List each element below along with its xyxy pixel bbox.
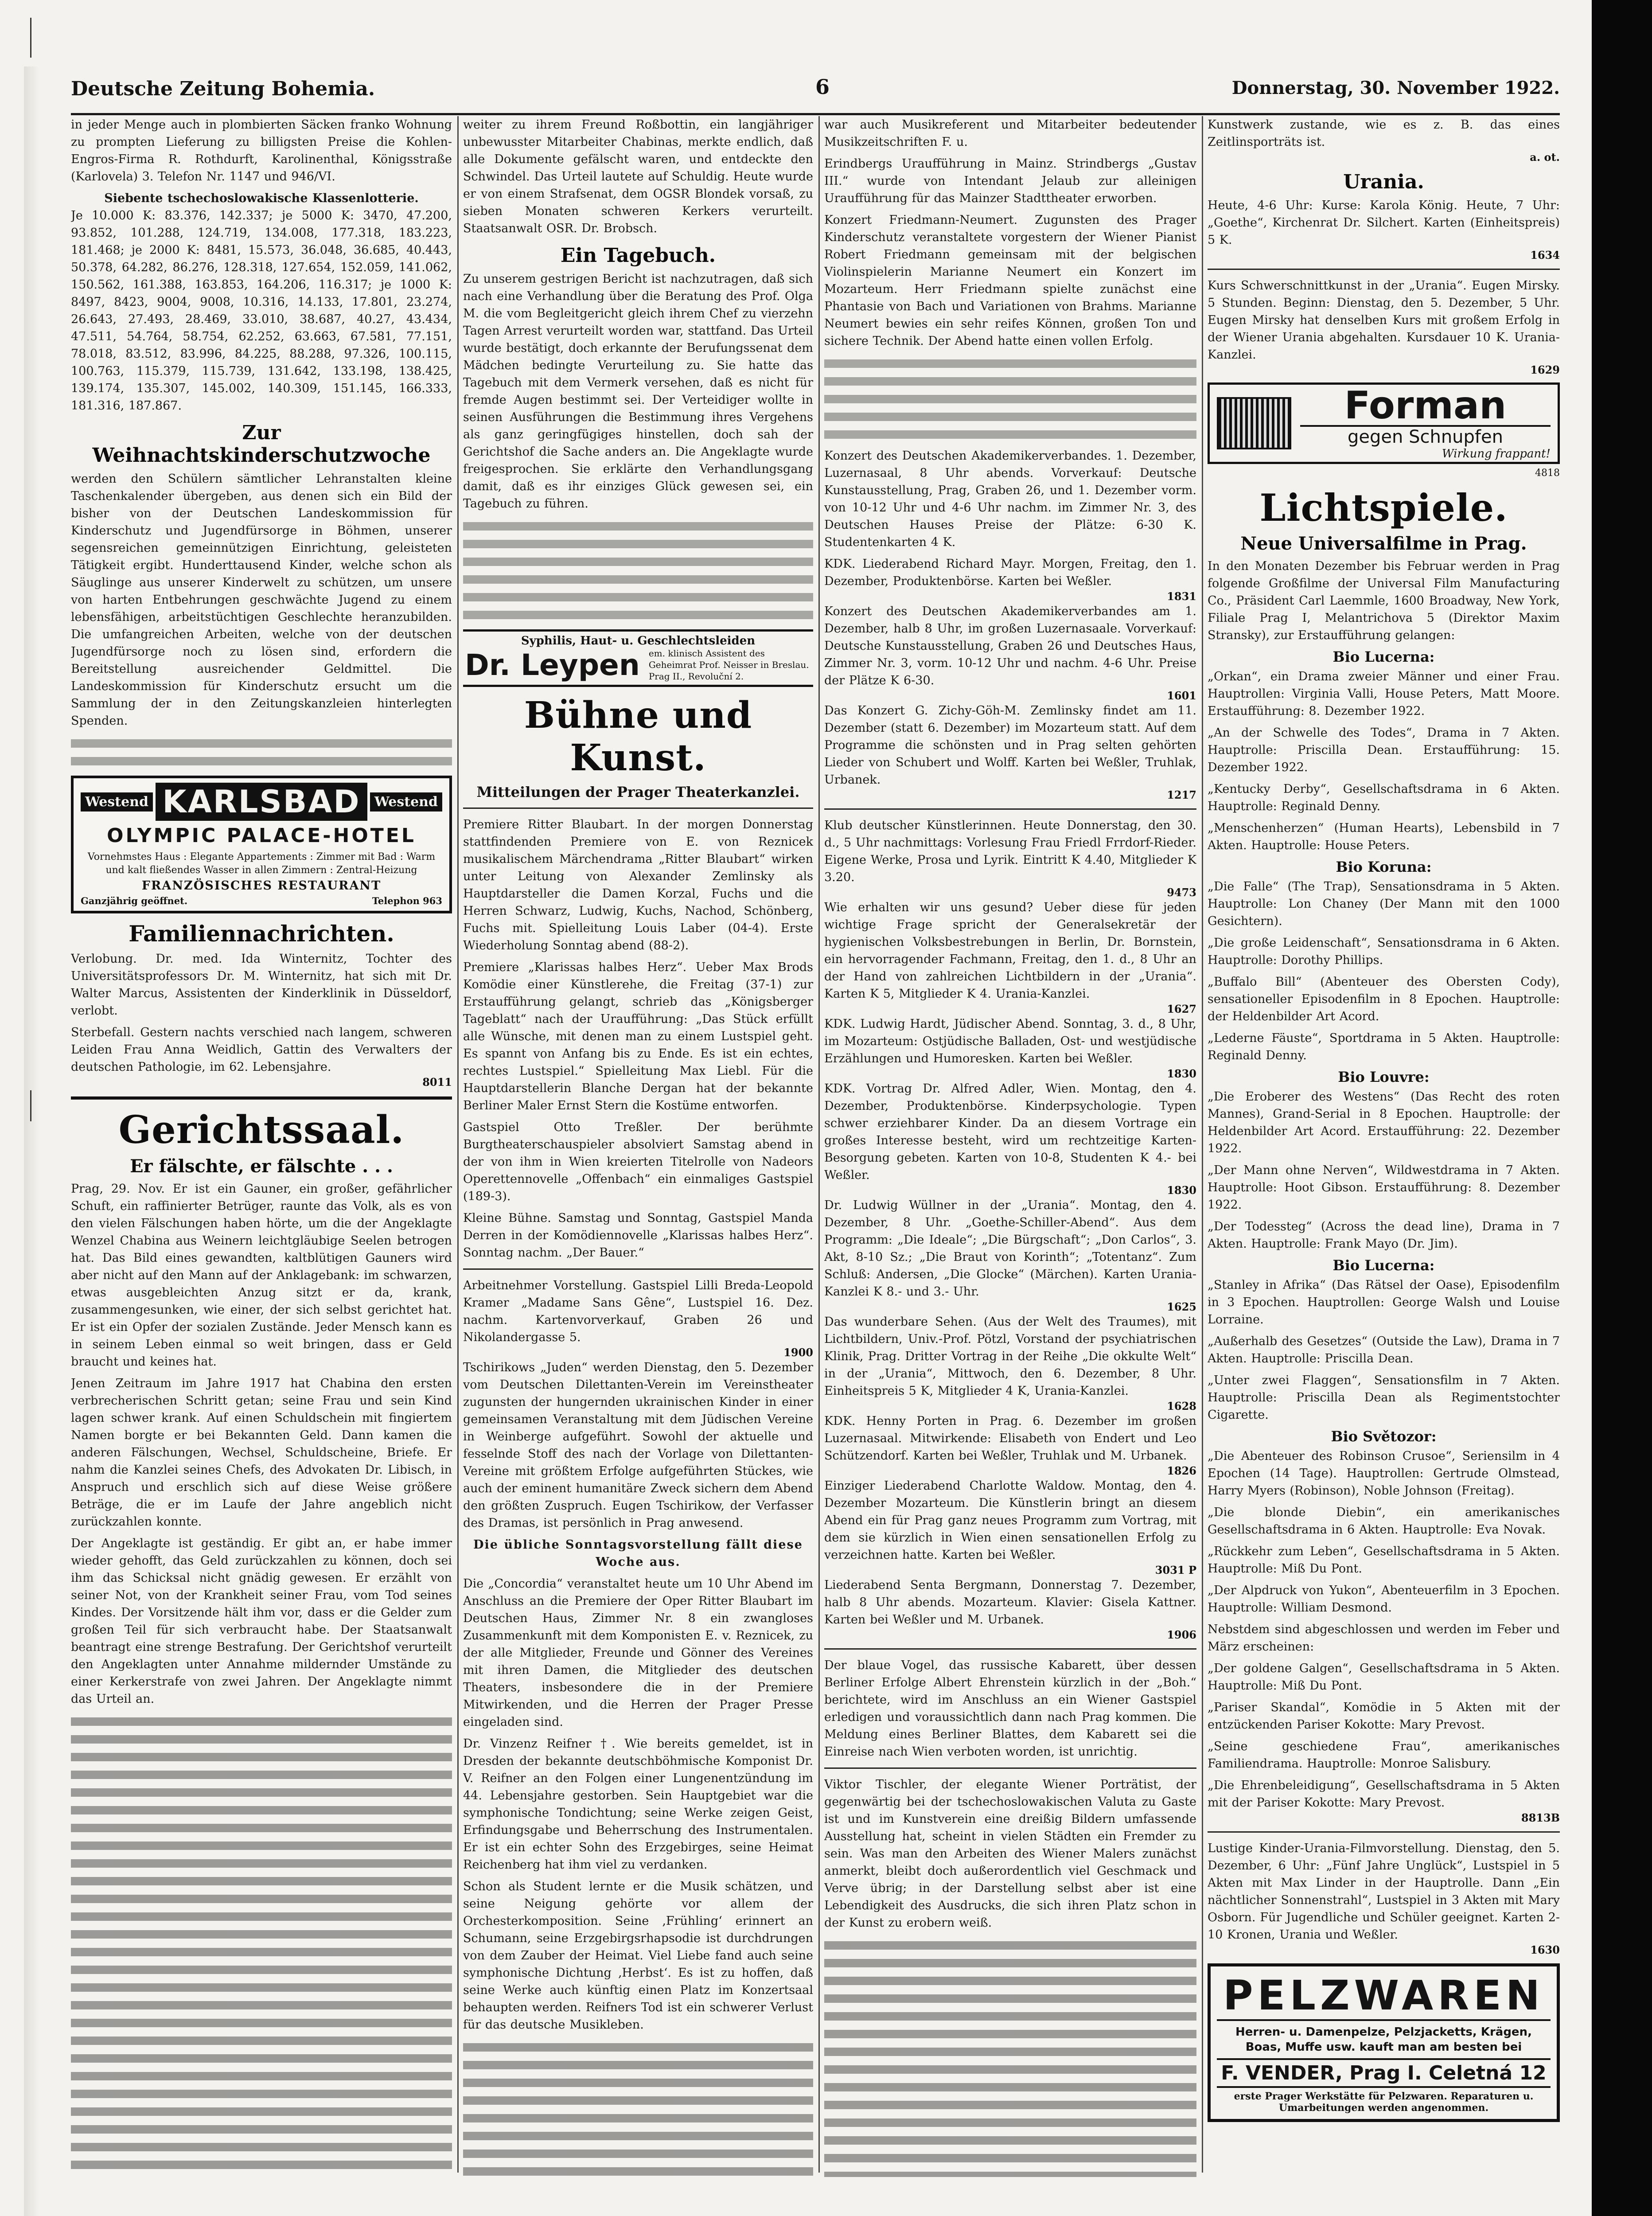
ad-description: em. klinisch Assistent des Geheimrat Prof. Neisser in Breslau. Prag II., Revoluční 2.	[648, 648, 809, 682]
film-listing: „Menschenherzen“ (Human Hearts), Lebensbild in 7 Akten. Hauptrolle: House Peters.	[1208, 821, 1560, 852]
ad-forman	[1208, 382, 1560, 464]
cinema-name: Bio Světozor:	[1331, 1428, 1437, 1445]
film-listing: „Der Mann ohne Nerven“, Wildwestdrama in 7 Akten. Hauptrolle: Hoot Gibson. Erstaufführung: 8. Dezember 1922.	[1208, 1163, 1560, 1212]
illegible-text	[71, 734, 452, 769]
section-heading: Ein Tagebuch.	[560, 244, 716, 267]
ad-tag: Westend	[81, 792, 153, 811]
ad-code: 1627	[1167, 1003, 1196, 1015]
article-text: Die „Concordia“ veranstaltet heute um 10 Uhr Abend im Anschluss an die Premiere der Oper Ritter Blaubart im Deutschen Haus, Zimmer Nr. 8 ein zwangloses Zusammenkunft mit dem Komponisten E. v. Reznicek, zu der alle Mitglieder, Freunde und Gönner des Vereines mit ihren Damen, die Mitglieder des deutschen Theaters, insbesondere die in der Premiere Mitwirkenden, und die Herren der Prager Presse eingeladen sind.	[463, 1577, 813, 1729]
illegible-text	[824, 1936, 1196, 2177]
ad-code: a. ot.	[1530, 151, 1560, 164]
illegible-text	[463, 517, 813, 623]
article-text: Konzert des Deutschen Akademikerverbandes. 1. Dezember, Luzernasaal, 8 Uhr abends. Vorverkauf: Deutsche Kunstausstellung, Prag, Graben 26, und 1. Dezember vorm. von 10-12 Uhr und 4-6 Uhr nachm. im Zimmer Nr. 3, des Deutschen Hauses Preise der Plätze: 6-30 K. Studentenkarten 4 K.	[824, 449, 1196, 549]
ad-code: 1831	[1167, 590, 1196, 603]
article-text: Konzert Friedmann-Neumert. Zugunsten des Prager Kinderschutz veranstaltete vorgestern der Wiener Pianist Robert Friedmann gemeinsam mit der belgischen Violinspielerin Marianne Neumert ein Konzert im Mozarteum. Herr Friedmann spielte zunächst eine Phantasie von Bach und Variationen von Brahms. Marianne Neumert bewies ein sehr reifes Können, großen Ton und sichere Technik. Der Abend hatte einen vollen Erfolg.	[824, 213, 1196, 348]
article-text: Kleine Bühne. Samstag und Sonntag, Gastspiel Manda Derren in der Komödiennovelle „Klarissas halbes Herz“. Sonntag nachm. „Der Bauer.“	[463, 1211, 813, 1260]
illegible-text	[824, 354, 1196, 443]
article-text: KDK. Ludwig Hardt, Jüdischer Abend. Sonntag, 3. d., 8 Uhr, im Mozarteum: Ostjüdische Balladen, Ost- und westjüdische Erzählungen und Humoresken. Karten bei Weßler.	[824, 1017, 1196, 1065]
cinema-name: Bio Lucerna:	[1333, 648, 1435, 665]
article-text: Liederabend Senta Bergmann, Donnerstag 7. Dezember, halb 8 Uhr abends. Mozarteum. Klavier: Gisela Kattner. Karten bei Weßler und M. Urbanek.	[824, 1578, 1196, 1627]
ad-code: 1830	[1167, 1184, 1196, 1197]
article-text: KDK. Liederabend Richard Mayr. Morgen, Freitag, den 1. Dezember, Produktenbörse. Karten bei Weßler.	[824, 557, 1196, 588]
film-listing: „An der Schwelle des Todes“, Drama in 7 Akten. Hauptrolle: Priscilla Dean. Erstaufführung: 15. Dezember 1922.	[1208, 726, 1560, 774]
illegible-text	[71, 1712, 452, 2177]
ad-pelzwaren	[1208, 1963, 1560, 2122]
lottery-numbers: Je 10.000 K: 83.376, 142.337; je 5000 K: 3470, 47.200, 93.852, 101.288, 124.719, 134.008, 177.318, 183.223, 181.468; je 2000 K: 8481, 15.573, 36.048, 36.685, 40.443, 50.378, 64.282, 86.276, 128.318, 127.654, 152.059, 141.062, 150.562, 161.388, 163.853, 164.206, 116.317; je 1000 K: 8497, 8423, 9004, 9008, 10.316, 14.133, 17.801, 23.274, 26.643, 27.493, 28.469, 33.010, 38.687, 40.27, 43.434, 47.511, 54.764, 58.754, 62.252, 63.663, 67.581, 77.151, 78.018, 83.512, 83.996, 84.225, 88.288, 97.326, 100.115, 100.763, 115.379, 115.739, 131.642, 133.198, 138.425, 139.174, 135.307, 145.002, 140.309, 151.145, 166.333, 181.316, 187.867.	[71, 209, 452, 413]
ad-code: 1900	[783, 1346, 813, 1359]
article-text: Der Angeklagte ist geständig. Er gibt an, er habe immer wieder gehofft, das Geld zurückzahlen zu können, doch sei ihm das Schicksal nicht gnädig gewesen. Er erzählt von seiner Not, von der Krankheit seiner Frau, vom Tod seines Kindes. Der Vorsitzende hält ihm vor, dass er die Gelder zum großen Teil für sich verbraucht habe. Der Staatsanwalt beantragt eine strenge Bestrafung. Der Gerichtshof verurteilt den Angeklagten unter Annahme mildernder Umstände zu einer Kerkerstrafe von zwei Jahren. Der Angeklagte nimmt das Urteil an.	[71, 1537, 452, 1706]
section-subheading: Mitteilungen der Prager Theaterkanzlei.	[476, 784, 800, 800]
ad-restaurant: FRANZÖSISCHES RESTAURANT	[141, 879, 382, 893]
film-listing: „Die Falle“ (The Trap), Sensationsdrama in 5 Akten. Hauptrolle: Lon Chaney (Der Mann mit den 1000 Gesichtern).	[1208, 880, 1560, 928]
cinema-name: Bio Koruna:	[1336, 858, 1432, 875]
film-listing: „Orkan“, ein Drama zweier Männer und einer Frau. Hauptrollen: Virginia Valli, House Peters, Matt Moore. Erstaufführung: 8. Dezember 1922.	[1208, 670, 1560, 718]
ad-code: 1601	[1167, 689, 1196, 702]
section-rule	[824, 1767, 1196, 1769]
article-text: Dr. Vinzenz Reifner †. Wie bereits gemeldet, ist in Dresden der bekannte deutschböhmische Komponist Dr. V. Reifner an den Folgen einer Lungenentzündung im 44. Lebensjahre gestorben. Sein Hauptgebiet war die symphonische Tondichtung; seine Werke zeigen Geist, Erfindungsgabe und Beherrschung des Instrumentalen. Er ist ein echter Sohn des Erzgebirges, seine Heimat Reichenberg hat ihm viel zu verdanken.	[463, 1737, 813, 1872]
film-listing: „Kentucky Derby“, Gesellschaftsdrama in 6 Akten. Hauptrolle: Reginald Denny.	[1208, 782, 1560, 813]
ad-code: 8011	[422, 1076, 452, 1088]
lottery-title: Siebente tschechoslowakische Klassenlotterie.	[104, 191, 419, 205]
paper-name: Deutsche Zeitung Bohemia.	[71, 78, 375, 100]
ad-description: Vornehmstes Haus : Elegante Appartements : Zimmer mit Bad : Warm und kalt fließendes Wasser in allen Zimmern : Zentral-Heizung	[87, 851, 436, 876]
film-listing: „Lederne Fäuste“, Sportdrama in 5 Akten. Hauptrolle: Reginald Denny.	[1208, 1031, 1560, 1062]
issue-date: Donnerstag, 30. November 1922.	[1231, 78, 1560, 98]
article-text: Tschirikows „Juden“ werden Dienstag, den 5. Dezember vom Deutschen Dilettanten-Verein im Vereinstheater zugunsten der hungernden ukrainischen Kinder in einer gemeinsamen Veranstaltung mit dem Jüdischen Vereine in Weinberge aufgeführt. Sowohl der aktuelle und fesselnde Stoff des nach der Vorlage von Dilettanten-Vereine mit größtem Erfolge aufgeführten Stückes, wie auch der eminent humanitäre Zweck sichern dem Abend den größten Zuspruch. Eugen Tschirikow, der Verfasser des Dramas, ist persönlich in Prag anwesend.	[463, 1361, 813, 1530]
article-text: werden den Schülern sämtlicher Lehranstalten kleine Taschenkalender übergeben, aus denen sich ein Bild der bisher von der Deutschen Landeskommission für Kinderschutz und Jugendfürsorge in Böhmen, unserer segensreichen gemeinnützigen Einrichtung, geleisteten Tätigkeit ergibt. Hunderttausend Kinder, welche schon als Säuglinge aus unserer Kinderwelt zu schützen, um unsere von harten Entbehrungen geschwächte Jugend zu einem lebensfähigen, arbeitstüchtigen Geschlechte heranzubilden. Die umfangreichen Arbeiten, welche von der deutschen Jugendfürsorge noch zu lösen sind, erfordern die Bereitstellung ausreichender Geldmittel. Die Landeskommission für Kinderschutz ersucht um die Sammlung der in den Zeitungskanzleien hinterlegten Spenden.	[71, 472, 452, 728]
article-text: In den Monaten Dezember bis Februar werden in Prag folgende Großfilme der Universal Film Manufacturing Co., Präsident Carl Laemmle, 1600 Broadway, New York, Filiale Prag I, Melantrichova 5 (Direktor Maxim Stransky), zur Erstaufführung gelangen:	[1208, 559, 1560, 642]
article-text: Einziger Liederabend Charlotte Waldow. Montag, den 4. Dezember Mozarteum. Die Künstlerin bringt an diesem Abend ein für Prag ganz neues Programm zum Vortrag, mit dem sie kürzlich in Wien einen sensationellen Erfolg zu verzeichnen hatte. Karten bei Weßler.	[824, 1479, 1196, 1562]
film-listing: „Der goldene Galgen“, Gesellschaftsdrama in 5 Akten. Hauptrolle: Miß Du Pont.	[1208, 1662, 1560, 1693]
section-rule	[1208, 1831, 1560, 1833]
scan-mark	[30, 1090, 31, 1121]
ad-code: 8813B	[1521, 1811, 1560, 1824]
article-text: Schon als Student lernte er die Musik schätzen, und seine Neigung gehörte vor allem der Orchesterkomposition. Seine ‚Frühling‘ erinnert an Schumann, seine Erzgebirgsrhapsodie ist durchdrungen von dem Zauber der Heimat. Viel Liebe fand auch seine symphonische Dichtung ‚Herbst‘. Es ist zu hoffen, daß seine Werke auch künftig einen Platz im Konzertsaal behaupten werden. Reifners Tod ist ein schwerer Verlust für das deutsche Musikleben.	[463, 1880, 813, 2032]
article-text: Die übliche Sonntagsvorstellung fällt diese Woche aus.	[473, 1538, 803, 1569]
scan-margin	[24, 66, 39, 2216]
scan-mark	[30, 18, 31, 58]
ad-karlsbad	[71, 776, 452, 913]
article-text: war auch Musikreferent und Mitarbeiter bedeutender Musikzeitschriften F. u.	[824, 118, 1196, 149]
ad-leypen	[463, 629, 813, 687]
ad-subtitle: gegen Schnupfen	[1348, 427, 1503, 447]
ad-brand: PELZWAREN	[1217, 1972, 1551, 2021]
article-text: Gastspiel Otto Treßler. Der berühmte Burgtheaterschauspieler absolviert Samstag abend in der von ihm in Wien kreierten Titelrolle von Nadeors Operettennovelle „Offenbach“ ein einmaliges Gastspiel (189-3).	[463, 1120, 813, 1203]
article-text: Kurs Schwerschnittkunst in der „Urania“. Eugen Mirsky. 5 Stunden. Beginn: Dienstag, den 5. Dezember, 5 Uhr. Eugen Mirsky hat denselben Kurs mit großem Erfolg in der Wiener Urania abgehalten. Kursdauer 10 K. Urania-Kanzlei.	[1208, 279, 1560, 362]
article-text: Prag, 29. Nov. Er ist ein Gauner, ein großer, gefährlicher Schuft, ein raffinierter Betrüger, raunte das Volk, als es von den vielen Fälschungen haben hörte, um die der Angeklagte Wenzel Chabina aus Weinern leichtgläubige Seelen betrogen hat. Das Bild eines gewandten, kaltblütigen Gauners wird aber nicht auf den Mann auf der Anklagebank: im schwarzen, etwas ausgebleichten Anzug sitzt er da, krank, zusammengesunken, wie einer, der sich selbst gerichtet hat. Er ist ein Opfer der sozialen Zustände. Jeder Mensch kann es in seinem Leben einmal so weit bringen, dass er Geld braucht und keines hat.	[71, 1182, 452, 1369]
ad-brand: Forman	[1300, 386, 1551, 427]
scan-dark-edge	[1592, 0, 1652, 2216]
ad-code: 1634	[1530, 249, 1560, 261]
column-rule	[1202, 116, 1203, 2173]
column-rule	[457, 116, 459, 2173]
section-heading: Urania.	[1343, 171, 1424, 193]
film-listing: „Der Todessteg“ (Across the dead line), Drama in 7 Akten. Hauptrolle: Frank Mayo (Dr. Jim).	[1208, 1220, 1560, 1251]
ad-hotel-name: OLYMPIC PALACE-HOTEL	[107, 824, 416, 847]
column-1	[71, 116, 452, 2177]
ad-code: 9473	[1167, 886, 1196, 899]
ad-topline: Syphilis, Haut- u. Geschlechtsleiden	[521, 634, 756, 648]
ad-code: 3031 P	[1155, 1564, 1196, 1576]
column-rule	[818, 116, 820, 2173]
section-rule	[71, 1096, 452, 1100]
film-listing: „Die große Leidenschaft“, Sensationsdrama in 6 Akten. Hauptrolle: Dorothy Phillips.	[1208, 936, 1560, 967]
article-text: Das Konzert G. Zichy-Göh-M. Zemlinsky findet am 11. Dezember (statt 6. Dezember) im Mozarteum statt. Auf dem Programme die schönsten und in Prag selten gehörten Lieder von Schubert und Wolff. Karten bei Weßler, Truhlak, Urbanek.	[824, 704, 1196, 787]
ad-code: 1629	[1530, 363, 1560, 376]
article-text: Der blaue Vogel, das russische Kabarett, über dessen Berliner Erfolge Albert Ehrenstein kürzlich in der „Boh.“ berichtete, wird im Anschluss an ein Wiener Gastspiel erledigen und voraussichtlich dann nach Prag kommen. Die Meldung eines Berliner Blattes, dem Kabarett sei die Einreise nach Wien verboten worden, ist unrichtig.	[824, 1658, 1196, 1759]
film-listing: „Pariser Skandal“, Komödie in 5 Akten mit der entzückenden Pariser Kokotte: Mary Prevost.	[1208, 1701, 1560, 1732]
cinema-name: Bio Louvre:	[1338, 1069, 1430, 1085]
section-heading: Familiennachrichten.	[129, 921, 394, 947]
header-rule	[71, 113, 1560, 115]
ad-code: 1826	[1167, 1464, 1196, 1477]
film-listing: „Seine geschiedene Frau“, amerikanisches Familiendrama. Hauptrolle: Monroe Salisbury.	[1208, 1740, 1560, 1771]
article-text: Verlobung. Dr. med. Ida Winternitz, Tochter des Universitätsprofessors Dr. M. Winternitz, hat sich mit Dr. Walter Marcus, Assistenten der Kinderklinik in Düsseldorf, verlobt.	[71, 952, 452, 1018]
article-text: KDK. Vortrag Dr. Alfred Adler, Wien. Montag, den 4. Dezember, Produktenbörse. Kinderpsychologie. Typen schwer erziehbarer Kinder. Da an diesem Vortrage ein großes Interesse besteht, wird um rechtzeitige Karten-Besorgung gebeten. Karten von 10-8, Studenten K 4.- bei Weßler.	[824, 1082, 1196, 1182]
ad-code: 1906	[1167, 1628, 1196, 1641]
page-header	[71, 75, 1560, 111]
film-listing: „Die Abenteuer des Robinson Crusoe“, Seriensilm in 4 Epochen (14 Tage). Hauptrollen: Gertrude Olmstead, Harry Myers (Robinson), Noble Johnson (Freitag).	[1208, 1449, 1560, 1498]
ad-code: 1625	[1167, 1300, 1196, 1313]
article-text: Arbeitnehmer Vorstellung. Gastspiel Lilli Breda-Leopold Kramer „Madame Sans Gêne“, Lustspiel 16. Dez. nachm. Kartenvorverkauf, Graben 26 und Nikolandergasse 5.	[463, 1279, 813, 1344]
article-text: Premiere „Klarissas halbes Herz“. Ueber Max Brods Komödie einer Künstlerehe, die Freitag (37-1) zur Erstaufführung gelangt, schrieb das „Königsberger Tageblatt“ nach der Uraufführung: „Das Stück erfüllt alle Wünsche, mit denen man zu einem Lustspiel geht. Es spannt von Anfang bis zu Ende. Es ist ein echtes, rechtes Lustspiel.“ Spielleitung Max Liebl. Für die Hauptdarstellerin Blanche Dergan hat der bekannte Berliner Maler Ernst Stern die Kostüme entworfen.	[463, 960, 813, 1112]
ad-slogan: Wirkung frappant!	[1442, 447, 1551, 460]
film-listing: „Unter zwei Flaggen“, Sensationsfilm in 7 Akten. Hauptrolle: Priscilla Dean als Regimentstochter Cigarette.	[1208, 1373, 1560, 1422]
section-rule	[824, 1648, 1196, 1650]
illegible-text	[463, 2038, 813, 2177]
section-heading: Gerichtssaal.	[118, 1108, 405, 1152]
film-listing: „Der Alpdruck von Yukon“, Abenteuerfilm in 3 Epochen. Hauptrolle: William Desmond.	[1208, 1584, 1560, 1615]
ad-tag: Westend	[370, 792, 442, 811]
coal-notice: in jeder Menge auch in plombierten Säcken franko Wohnung zu prompten Lieferung zu billigsten Preise die Kohlen-Engros-Firma R. Rothdurft, Karolinenthal, Königsstraße (Karlovela) 3. Telefon Nr. 1147 und 946/VI.	[71, 118, 452, 183]
ad-brand: Dr. Leypen	[465, 648, 640, 682]
film-listing: „Die blonde Diebin“, ein amerikanisches Gesellschaftsdrama in 6 Akten. Hauptrolle: Eva Novak.	[1208, 1506, 1560, 1537]
article-text: KDK. Henny Porten in Prag. 6. Dezember im großen Luzernasaal. Mitwirkende: Elisabeth von Endert und Leo Schützendorf. Karten bei Weßler, Truhlak und M. Urbanek.	[824, 1414, 1196, 1463]
section-rule	[824, 808, 1196, 810]
section-rule	[463, 808, 813, 809]
article-text: weiter zu ihrem Freund Roßbottin, ein langjähriger unbewusster Mitarbeiter Chabinas, merkte endlich, daß alle Dokumente gefälscht waren, und entdeckte den Schwindel. Das Urteil lautete auf Schuldig. Heute wurde er von einem Strafsenat, dem OGSR Blondek vorsaß, zu sieben Monaten schweren Kerkers verurteilt. Staatsanwalt OSR. Dr. Brobsch.	[463, 118, 813, 235]
column-3	[824, 116, 1196, 2177]
section-rule	[1208, 269, 1560, 270]
article-text: Heute, 4-6 Uhr: Kurse: Karola König. Heute, 7 Uhr: „Goethe“, Kirchenrat Dr. Silchert. Karten (Einheitspreis) 5 K.	[1208, 199, 1560, 247]
article-text: Das wunderbare Sehen. (Aus der Welt des Traumes), mit Lichtbildern, Univ.-Prof. Pötzl, Vorstand der psychiatrischen Klinik, Prag. Dritter Vortrag in der Reihe „Die okkulte Welt“ in der „Urania“, Mittwoch, den 6. Dezember, 8 Uhr. Einheitspreis 5 K, Mitglieder 4 K, Urania-Kanzlei.	[824, 1315, 1196, 1398]
film-listing: „Außerhalb des Gesetzes“ (Outside the Law), Drama in 7 Akten. Hauptrolle: Priscilla Dean.	[1208, 1334, 1560, 1365]
article-text: Viktor Tischler, der elegante Wiener Porträtist, der gegenwärtig bei der tschechoslowakischen Valuta zu Gaste ist und im Kunstverein eine dreißig Bildern umfassende Ausstellung hat, scheint in vielen Städten ein Fremder zu sein. Was man den Arbeiten des Wiener Malers zunächst anmerkt, bleibt doch außerordentlich viel Geschmack und Verve übrig; in der Darstellung selbst aber ist eine Lebendigkeit des Ausdrucks, die sich ihren Platz schon in der Kunst zu erobern weiß.	[824, 1778, 1196, 1930]
ad-code: 1630	[1530, 1943, 1560, 1956]
section-rule	[463, 1268, 813, 1270]
column-2	[463, 116, 813, 2177]
ad-code: 1830	[1167, 1067, 1196, 1080]
ad-address: F. VENDER, Prag I. Celetná 12	[1217, 2058, 1551, 2088]
article-text: Premiere Ritter Blaubart. In der morgen Donnerstag stattfindenden Premiere von E. von Reznicek musikalischem Märchendrama „Ritter Blaubart“ wirken unter Leitung von Alexander Zemlinsky als Hauptdarsteller die Damen Korzal, Fuchs und die Herren Schwarz, Ludwig, Kuchs, Nachod, Schönberg, Fuchs mit. Spielleitung Louis Laber (04-4). Erste Wiederholung Sonntag abend (88-2).	[463, 818, 813, 952]
film-listing: „Stanley in Afrika“ (Das Rätsel der Oase), Episodenfilm in 3 Epochen. Hauptrollen: George Walsh und Louise Lorraine.	[1208, 1278, 1560, 1326]
article-headline: Er fälschte, er fälschte . . .	[130, 1156, 393, 1177]
film-listing: „Die Eroberer des Westens“ (Das Recht des roten Mannes), Grand-Serial in 8 Epochen. Hauptrolle: der Heldenbilder Art Acord. Erstaufführung: 22. Dezember 1922.	[1208, 1090, 1560, 1155]
article-text: Zu unserem gestrigen Bericht ist nachzutragen, daß sich nach eine Verhandlung über die Beratung des Prof. Olga M. die vom Begleitgericht gleich ihrem Chef zu vierzehn Tagen Arrest verurteilt worden war, stattfand. Das Urteil wurde bestätigt, doch erkannte der Berufungssenat dem Mädchen bedingte Verurteilung zu. Sie hatte das Tagebuch mit dem Vermerk versehen, daß es nicht für fremde Augen bestimmt sei. Der Verteidiger wollte in seinen Ausführungen die Bestimmung ihres Vergehens als ganz geringfügiges hinstellen, doch sah der Gerichtshof die Sache anders an. Die Angeklagte wurde freigesprochen. Sie erklärte den Verhandlungsgang damit, daß es ihr einziges Glück gewesen sei, ein Tagebuch zu führen.	[463, 272, 813, 511]
ad-code: 1217	[1167, 788, 1196, 801]
article-text: Konzert des Deutschen Akademikerverbandes am 1. Dezember, halb 8 Uhr, im großen Luzernasaale. Vorverkauf: Deutsche Kunstausstellung, Graben 26 und Deutsches Haus, Zimmer Nr. 3, vorm. 10-12 Uhr und nachm. 4-6 Uhr. Preise der Plätze K 6-30.	[824, 605, 1196, 687]
article-text: Nebstdem sind abgeschlossen und werden im Feber und März erscheinen:	[1208, 1623, 1560, 1654]
ad-footer: erste Prager Werkstätte für Pelzwaren. Reparaturen u. Umarbeitungen werden angenommen.	[1234, 2091, 1534, 2114]
article-text: Sterbefall. Gestern nachts verschied nach langem, schweren Leiden Frau Anna Weidlich, Gattin des Verwalters der deutschen Pathologie, im 62. Lebensjahre.	[71, 1026, 452, 1074]
article-text: Erindbergs Uraufführung in Mainz. Strindbergs „Gustav III.“ wurde von Intendant Jelaub zur alleinigen Uraufführung für das Mainzer Stadttheater erworben.	[824, 157, 1196, 205]
article-text: Klub deutscher Künstlerinnen. Heute Donnerstag, den 30. d., 5 Uhr nachmittags: Vorlesung Frau Friedl Frrdorf-Rieder. Eigene Werke, Prosa und Lyrik. Eintritt K 4.40, Mitglieder K 3.20.	[824, 819, 1196, 884]
ad-code: 4818	[1535, 468, 1560, 479]
article-text: Lustige Kinder-Urania-Filmvorstellung. Dienstag, den 5. Dezember, 6 Uhr: „Fünf Jahre Unglück“, Lustspiel in 5 Akten mit Max Linder in der Hauptrolle. Dann „Ein nächtlicher Sonnenstrahl“, Lustspiel in 3 Akten mit Mary Osborn. Für Jugendliche und Schüler geeignet. Karten 2-10 Kronen, Urania und Weßler.	[1208, 1841, 1560, 1942]
section-heading: Zur Weihnachtskinderschutzwoche	[92, 421, 431, 467]
article-headline: Neue Universalfilme in Prag.	[1240, 533, 1527, 554]
film-listing: „Die Ehrenbeleidigung“, Gesellschaftsdrama in 5 Akten mit der Pariser Kokotte: Mary Prevost.	[1208, 1779, 1560, 1810]
article-text: Wie erhalten wir uns gesund? Ueber diese für jeden wichtige Frage spricht der Generalsekretär der hygienischen Volksbestrebungen in Berlin, Dr. Bornstein, ein hervorragender Fachmann, Freitag, den 1. d., 8 Uhr an der Hand von zahlreichen Lichtbildern in der „Urania“. Karten K 5, Mitglieder K 4. Urania-Kanzlei.	[824, 901, 1196, 1001]
article-text: Kunstwerk zustande, wie es z. B. das eines Zeitlinsporträts ist.	[1208, 118, 1560, 149]
ad-code: 1628	[1167, 1400, 1196, 1412]
ad-description: Herren- u. Damenpelze, Pelzjacketts, Krägen, Boas, Muffe usw. kauft man am besten bei	[1235, 2025, 1532, 2054]
cinema-name: Bio Lucerna:	[1333, 1257, 1435, 1274]
ad-phone: Telephon 963	[372, 895, 442, 906]
section-heading: Lichtspiele.	[1259, 486, 1508, 530]
film-listing: „Buffalo Bill“ (Abenteuer des Obersten Cody), sensationeller Episodenfilm in 8 Epochen. Hauptrolle: der Heldenbilder Art Acord.	[1208, 975, 1560, 1023]
ad-open: Ganzjährig geöffnet.	[81, 895, 188, 906]
film-listing: „Rückkehr zum Leben“, Gesellschaftsdrama in 5 Akten. Hauptrolle: Miß Du Pont.	[1208, 1545, 1560, 1576]
ad-brand: KARLSBAD	[156, 783, 368, 821]
article-text: Jenen Zeitraum im Jahre 1917 hat Chabina den ersten verbrecherischen Schritt getan; seine Frau und sein Kind lagen schwer krank. Auf einen Schuldschein mit fingiertem Namen borgte er bei Bekannten Geld. Dann kamen die anderen Fälschungen, Wechsel, Schuldscheine, Briefe. Er nahm die Kanzlei seines Chefs, des Advokaten Dr. Libisch, in Anspruch und erschlich sich auf diese Weise größere Beträge, die er im Laufe der Jahre angeblich nicht zurückzahlen konnte.	[71, 1377, 452, 1529]
article-text: Dr. Ludwig Wüllner in der „Urania“. Montag, den 4. Dezember, 8 Uhr. „Goethe-Schiller-Abend“. Aus dem Programm: „Die Ideale“; „Die Bürgschaft“; „Don Carlos“, 3. Akt, 8-10 Sz.; „Die Braut von Korinth“; „Totentanz“. Zum Schluß: Andersen, „Die Glocke“ (Märchen). Karten Urania-Kanzlei K 8.- und 3.- Uhr.	[824, 1198, 1196, 1299]
product-tin-picture	[1217, 397, 1291, 449]
section-heading: Bühne und Kunst.	[524, 694, 752, 779]
page-number: 6	[815, 75, 830, 99]
column-4	[1208, 116, 1560, 2177]
